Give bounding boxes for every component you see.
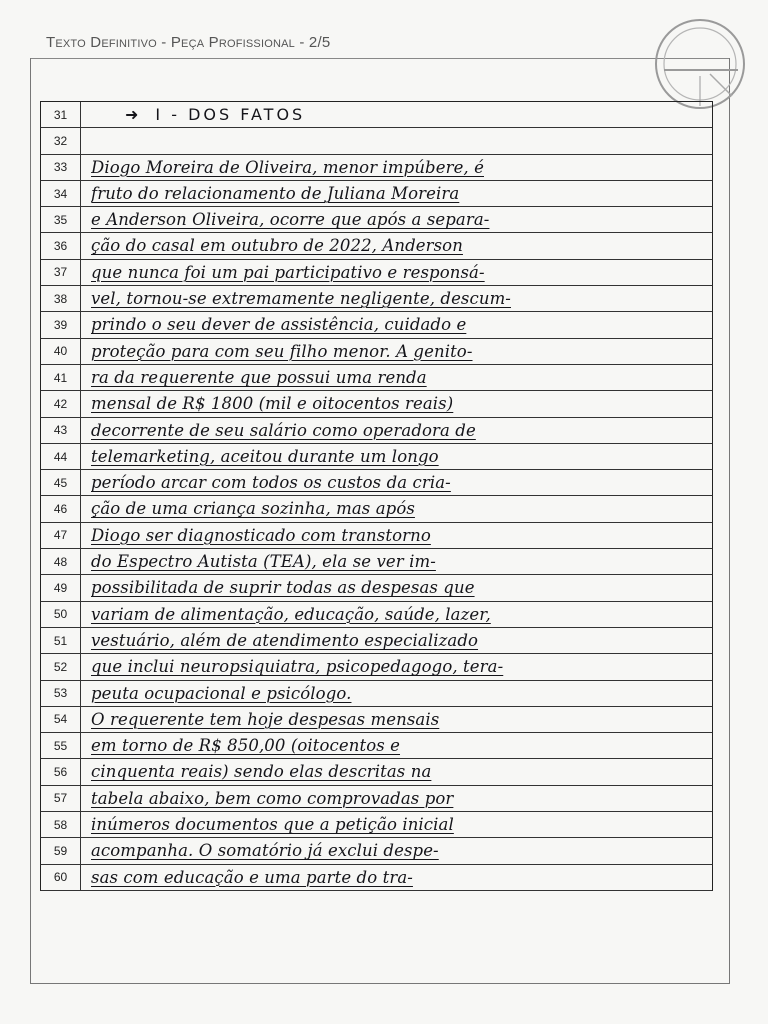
line-number: 56 [41,759,81,784]
line-number: 39 [41,312,81,337]
line-text: O requerente tem hoje despesas mensais [91,709,440,729]
handwritten-line [91,786,706,811]
table-row [40,391,713,417]
table-row [40,602,713,628]
line-text: decorrente de seu salário como operadora de [91,420,476,440]
table-row [40,523,713,549]
line-number: 48 [41,549,81,574]
table-row [40,733,713,759]
line-text: e Anderson Oliveira, ocorre que após a separa- [91,210,490,230]
table-row [40,155,713,181]
handwritten-line [91,681,706,706]
table-row [40,260,713,286]
table-row [40,575,713,601]
handwritten-line [91,102,706,127]
line-text: em torno de R$ 850,00 (oitocentos e [91,736,401,756]
table-row [40,838,713,864]
table-row [40,207,713,233]
handwritten-line [91,128,706,153]
table-row [40,681,713,707]
line-text: período arcar com todos os custos da cria- [91,473,451,493]
line-number: 37 [41,260,81,285]
line-text: variam de alimentação, educação, saúde, lazer, [91,604,491,624]
handwritten-line [91,444,706,469]
line-number: 32 [41,128,81,153]
line-number: 57 [41,786,81,811]
table-row [40,365,713,391]
handwritten-line [91,470,706,495]
line-number: 53 [41,681,81,706]
line-number: 40 [41,339,81,364]
handwritten-line [91,207,706,232]
line-text: proteção para com seu filho menor. A genito- [91,341,473,361]
table-row [40,312,713,338]
answer-lines-table [40,101,713,891]
line-text: inúmeros documentos que a petição inicial [91,815,454,835]
line-number: 51 [41,628,81,653]
handwritten-line [91,365,706,390]
line-text: peuta ocupacional e psicólogo. [91,683,352,703]
handwritten-line [91,418,706,443]
handwritten-line [91,707,706,732]
table-row [40,865,713,891]
handwritten-line [91,523,706,548]
line-number: 52 [41,654,81,679]
table-row [40,812,713,838]
handwritten-line [91,260,706,285]
table-row [40,496,713,522]
handwritten-line [91,812,706,837]
line-text: possibilitada de suprir todas as despesas que [91,578,475,598]
table-row [40,549,713,575]
line-number: 54 [41,707,81,732]
table-row [40,759,713,785]
line-text: Diogo ser diagnosticado com transtorno [91,525,431,545]
line-text: do Espectro Autista (TEA), ela se ver im- [91,552,436,572]
line-number: 55 [41,733,81,758]
line-number: 42 [41,391,81,416]
line-number: 31 [41,102,81,127]
table-row [40,418,713,444]
line-text: cinquenta reais) sendo elas descritas na [91,762,432,782]
page-header [46,34,330,51]
table-row [40,339,713,365]
line-text: vestuário, além de atendimento especializado [91,630,479,650]
line-number: 45 [41,470,81,495]
line-number: 38 [41,286,81,311]
line-number: 35 [41,207,81,232]
line-number: 60 [41,865,81,890]
line-text: tabela abaixo, bem como comprovadas por [91,788,454,808]
table-row [40,654,713,680]
table-row [40,628,713,654]
handwritten-line [91,602,706,627]
handwritten-line [91,391,706,416]
line-text: prindo o seu dever de assistência, cuidado e [91,315,467,335]
handwritten-line [91,155,706,180]
line-number: 34 [41,181,81,206]
line-text: ção do casal em outubro de 2022, Anderson [91,236,463,256]
handwritten-line [91,496,706,521]
handwritten-line [91,628,706,653]
line-text: mensal de R$ 1800 (mil e oitocentos reais) [91,394,454,414]
handwritten-line [91,312,706,337]
handwritten-line [91,575,706,600]
line-number: 43 [41,418,81,443]
handwritten-line [91,339,706,364]
line-number: 46 [41,496,81,521]
line-number: 44 [41,444,81,469]
handwritten-line [91,286,706,311]
table-row [40,102,713,128]
handwritten-line [91,838,706,863]
line-text: acompanha. O somatório já exclui despe- [91,841,439,861]
table-row [40,181,713,207]
line-number: 58 [41,812,81,837]
line-text: Diogo Moreira de Oliveira, menor impúbere, é [91,157,484,177]
line-text: fruto do relacionamento de Juliana Moreira [91,183,460,203]
line-number: 47 [41,523,81,548]
header-title: Texto Definitivo - Peça Profissional - 2/5 [46,34,331,51]
line-number: 49 [41,575,81,600]
line-text: vel, tornou-se extremamente negligente, descum- [91,289,511,309]
table-row [40,444,713,470]
handwritten-line [91,759,706,784]
line-text: que inclui neuropsiquiatra, psicopedagogo, tera- [91,657,504,677]
table-row [40,128,713,154]
line-text: ra da requerente que possui uma renda [91,367,427,387]
table-row [40,233,713,259]
table-row [40,786,713,812]
arrow-icon: ➜ [125,105,142,124]
line-text: sas com educação e uma parte do tra- [91,867,413,887]
handwritten-line [91,233,706,258]
line-number: 33 [41,155,81,180]
line-text: telemarketing, aceitou durante um longo [91,446,439,466]
line-number: 41 [41,365,81,390]
line-number: 36 [41,233,81,258]
table-row [40,286,713,312]
handwritten-line [91,181,706,206]
handwritten-line [91,549,706,574]
line-text: que nunca foi um pai participativo e responsá- [91,262,485,282]
line-text: ção de uma criança sozinha, mas após [91,499,415,519]
handwritten-line [91,654,706,679]
table-row [40,470,713,496]
line-number: 50 [41,602,81,627]
handwritten-line [91,865,706,890]
line-number: 59 [41,838,81,863]
handwritten-line [91,733,706,758]
section-heading: I - DOS FATOS [155,105,306,124]
table-row [40,707,713,733]
